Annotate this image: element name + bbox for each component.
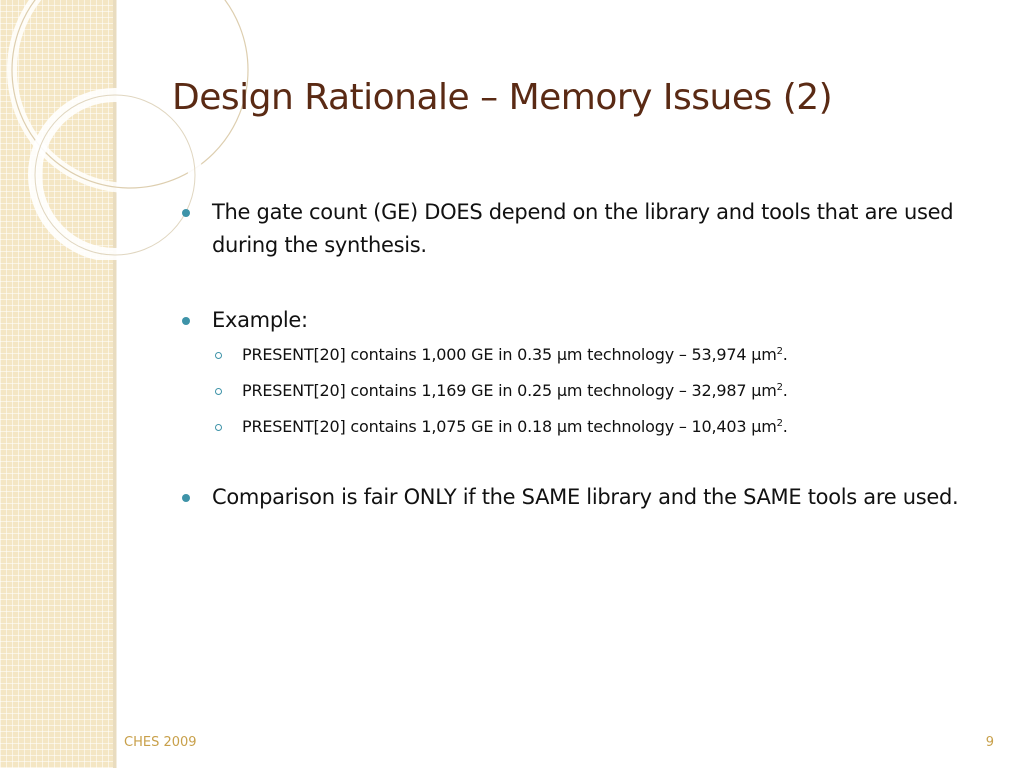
- superscript: 2: [776, 418, 783, 429]
- sub-bullet-ring-icon: [215, 388, 222, 395]
- side-decorative-panel: [0, 0, 113, 768]
- sub-bullet-tail: .: [782, 417, 788, 436]
- sub-bullet-tail: .: [782, 345, 788, 364]
- sub-bullet-text: PRESENT[20] contains 1,075 GE in 0.18 μm technology – 10,403 μm: [242, 417, 777, 436]
- bullet-dot-icon: [182, 494, 190, 502]
- footer-conference-label: CHES 2009: [124, 735, 197, 750]
- sub-bullet-item: [182, 373, 972, 409]
- bullet-item: [182, 196, 972, 262]
- bullet-text: Comparison is fair ONLY if the SAME library and the SAME tools are used.: [212, 485, 959, 509]
- slide-title: Design Rationale – Memory Issues (2): [172, 77, 833, 118]
- superscript: 2: [776, 382, 783, 393]
- bullet-text: The gate count (GE) DOES depend on the library and tools that are used during the synthesis.: [212, 200, 954, 257]
- sub-bullet-ring-icon: [215, 424, 222, 431]
- slide-content: [182, 196, 972, 514]
- sub-bullet-text: PRESENT[20] contains 1,000 GE in 0.35 μm technology – 53,974 μm: [242, 345, 777, 364]
- sub-bullet-item: [182, 409, 972, 445]
- bullet-dot-icon: [182, 317, 190, 325]
- sub-bullet-tail: .: [782, 381, 788, 400]
- page-number: 9: [985, 735, 994, 750]
- bullet-text: Example:: [212, 308, 308, 332]
- sub-bullet-ring-icon: [215, 352, 222, 359]
- bullet-dot-icon: [182, 209, 190, 217]
- sub-bullet-item: [182, 337, 972, 373]
- bullet-item: [182, 304, 972, 337]
- sub-bullet-text: PRESENT[20] contains 1,169 GE in 0.25 μm technology – 32,987 μm: [242, 381, 777, 400]
- bullet-item: [182, 481, 972, 514]
- superscript: 2: [776, 346, 783, 357]
- side-panel-border-highlight: [116, 0, 117, 768]
